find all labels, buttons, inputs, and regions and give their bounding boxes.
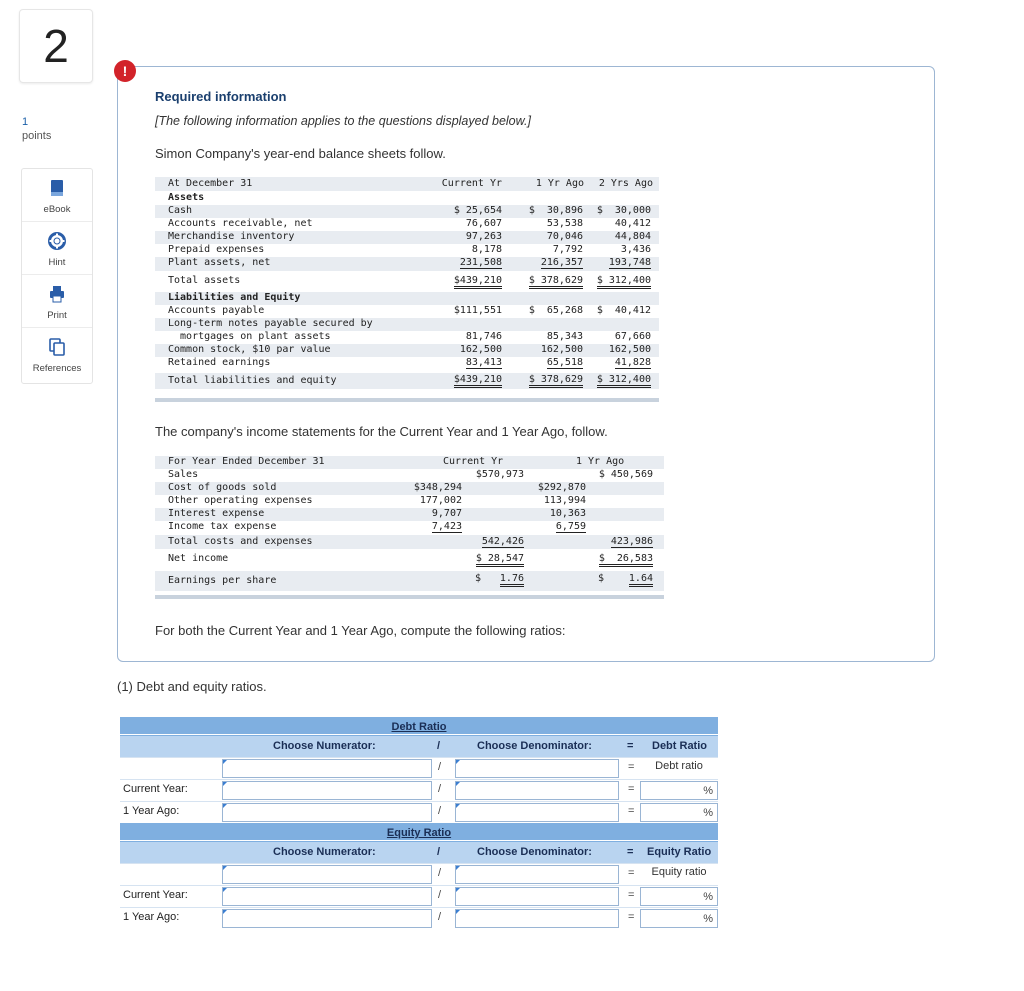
cell: $ 378,629 [529,374,583,388]
debt-prior-result-input[interactable] [640,803,718,822]
equity-ratio-row-current [120,885,718,906]
income-statement-intro: The company's income statements for the Current Year and 1 Year Ago, follow. [155,424,608,439]
debt-ratio-title [120,717,718,734]
equity-denominator-select[interactable] [455,865,619,884]
balance-sheet [155,177,659,401]
cell: $439,210 [454,374,502,388]
table-row [155,305,659,318]
row-label: mortgages on plant assets [168,331,331,342]
divider [155,398,659,402]
cell: $111,551 [453,305,502,316]
numerator-header: Choose Numerator: [273,740,376,752]
denominator-header: Choose Denominator: [477,846,592,858]
header-current: Current Yr [443,456,504,467]
printer-icon [48,285,66,303]
equals: = [628,783,635,795]
equity-ratio-row [120,863,718,884]
table-row [155,373,659,389]
cell: 76,607 [465,218,502,229]
ebook-label: eBook [43,204,71,215]
row-label: Retained earnings [168,357,271,368]
cell: 85,343 [546,331,583,342]
table-row [155,275,659,289]
row-label: Cost of goods sold [168,482,277,493]
cell: $ [475,573,482,584]
cell: 177,002 [419,495,462,506]
cell: 162,500 [540,344,583,355]
table-row [155,318,659,331]
row-label: Sales [168,469,199,480]
row-label: Plant assets, net [168,257,271,268]
cell: 1.76 [500,573,524,587]
cell: 6,759 [555,521,586,532]
points-label: points [22,130,52,142]
result-header: Debt Ratio [652,740,707,752]
cell: $ 312,400 [597,275,651,289]
equity-ratio-table [120,823,718,929]
cell: $ 30,896 [528,205,583,216]
debt-prior-denominator-input[interactable] [455,803,619,822]
table-row [155,231,659,244]
table-row [155,331,659,344]
cell: 70,046 [546,231,583,242]
cell: 81,746 [465,331,502,342]
equity-ratio-title-text: Equity Ratio [386,827,452,839]
equity-current-numerator-input[interactable] [222,887,432,906]
cell: 542,426 [481,536,524,547]
slash: / [437,846,441,858]
equity-ratio-row-prior [120,907,718,928]
slash: / [438,889,442,901]
cell: 162,500 [459,344,502,355]
cell: 9,707 [431,508,462,519]
print-label: Print [47,310,67,321]
cell: 67,660 [614,331,651,342]
header-label: At December 31 [168,178,253,189]
cell: $570,973 [475,469,524,480]
table-row [155,292,659,305]
header-current: Current Yr [441,178,502,189]
row-label: Earnings per share [168,575,277,586]
percent-sign: % [703,891,713,903]
cell: $ 312,400 [597,374,651,388]
row-label: Assets [168,192,205,203]
result-header: Equity Ratio [647,846,712,858]
equity-prior-denominator-input[interactable] [455,909,619,928]
cell: 41,828 [614,357,651,368]
cell: 65,518 [546,357,583,368]
row-label: Accounts receivable, net [168,218,313,229]
hint-label: Hint [48,257,66,268]
debt-ratio-row [120,757,718,778]
table-row [155,218,659,231]
divider [155,595,664,599]
cell: $439,210 [454,275,502,289]
slash: / [438,911,442,923]
cell: 44,804 [614,231,651,242]
equity-ratio-title [120,823,718,840]
row-label: Income tax expense [168,521,277,532]
debt-denominator-select[interactable] [455,759,619,778]
references-label: References [32,363,82,374]
debt-numerator-select[interactable] [222,759,432,778]
balance-sheet-header [155,177,659,191]
equals: = [628,867,635,879]
required-info-title: Required information [155,89,287,104]
book-icon [48,179,66,197]
cell: 423,986 [610,536,653,547]
table-row [155,495,664,508]
debt-current-result-input[interactable] [640,781,718,800]
table-row [155,357,659,371]
row-label: Cash [168,205,193,216]
equals: = [628,889,635,901]
row-label: Interest expense [168,508,265,519]
cell: $ 450,569 [598,469,653,480]
cell: 53,538 [546,218,583,229]
question-number: 2 [19,9,93,83]
equals: = [627,846,634,858]
equity-current-result-input[interactable] [640,887,718,906]
cell: 97,263 [465,231,502,242]
row-label: Accounts payable [168,305,265,316]
cell: 7,792 [552,244,583,255]
equals: = [627,740,634,752]
row-label: 1 Year Ago: [123,805,180,817]
row-label: Current Year: [123,889,188,901]
debt-ratio-table [120,717,718,823]
row-label: 1 Year Ago: [123,911,180,923]
equals: = [628,911,635,923]
denominator-header: Choose Denominator: [477,740,592,752]
cell: $ [598,573,605,584]
cell: 8,178 [471,244,502,255]
percent-sign: % [703,913,713,925]
table-row [155,482,664,495]
cell: $ 378,629 [529,275,583,289]
table-row [155,508,664,521]
slash: / [438,761,442,773]
cell: 162,500 [608,344,651,355]
cell: $ 26,583 [599,553,653,567]
cell: $ 65,268 [528,305,583,316]
cell: $ 40,412 [596,305,651,316]
slash: / [438,783,442,795]
cell: $ 25,654 [453,205,502,216]
table-row [155,244,659,257]
row-label: Liabilities and Equity [168,292,301,303]
row-label: Common stock, $10 par value [168,344,331,355]
cell: 3,436 [620,244,651,255]
header-1yr: 1 Yr Ago [576,456,625,467]
slash: / [438,805,442,817]
row-label: Net income [168,553,229,564]
cell: 83,413 [465,357,502,368]
ebook-button[interactable] [22,169,92,222]
cell: 40,412 [614,218,651,229]
hint-button[interactable] [22,222,92,275]
cell: 7,423 [431,521,462,532]
references-button[interactable] [22,328,92,380]
numerator-header: Choose Numerator: [273,846,376,858]
cell: 193,748 [608,257,651,268]
result-label: Debt ratio [655,760,703,772]
print-button[interactable] [22,275,92,328]
cell: $ 28,547 [476,553,524,567]
row-label: Long-term notes payable secured by [168,318,373,329]
header-label: For Year Ended December 31 [168,456,325,467]
row-label: Total costs and expenses [168,536,313,547]
cell: 113,994 [543,495,586,506]
alert-icon: ! [114,60,136,82]
row-label: Total liabilities and equity [168,375,337,386]
points-value: 1 [22,116,29,128]
debt-prior-numerator-input[interactable] [222,803,432,822]
debt-ratio-header-row [120,735,718,757]
table-row [155,469,664,482]
copy-icon [48,338,66,356]
income-statement [155,456,664,596]
header-2yr: 2 Yrs Ago [598,178,653,189]
row-label: Prepaid expenses [168,244,265,255]
slash: / [437,740,441,752]
row-label: Current Year: [123,783,188,795]
percent-sign: % [703,785,713,797]
cell: 1.64 [629,573,653,587]
ratio-question: (1) Debt and equity ratios. [117,679,267,694]
required-info-subtitle: [The following information applies to the questions displayed below.] [155,114,531,128]
equity-current-denominator-input[interactable] [455,887,619,906]
debt-ratio-row-prior [120,801,718,822]
lifebuoy-icon [48,232,66,250]
equity-prior-numerator-input[interactable] [222,909,432,928]
table-row [155,344,659,357]
equals: = [628,805,635,817]
slash: / [438,867,442,879]
cell: $292,870 [537,482,586,493]
debt-ratio-row-current [120,779,718,800]
income-statement-header [155,456,664,469]
table-row [155,205,659,218]
header-1yr: 1 Yr Ago [535,178,584,189]
debt-ratio-title-text: Debt Ratio [391,721,447,733]
row-label: Total assets [168,275,241,286]
table-row [155,192,659,205]
debt-current-denominator-input[interactable] [455,781,619,800]
cell: $ 30,000 [596,205,651,216]
table-row [155,257,659,271]
equity-ratio-header-row [120,841,718,863]
result-label: Equity ratio [651,866,707,878]
cell: $348,294 [413,482,462,493]
table-row [155,553,664,568]
cell: 216,357 [540,257,583,268]
percent-sign: % [703,807,713,819]
equity-prior-result-input[interactable] [640,909,718,928]
table-row [155,571,664,591]
balance-sheet-intro: Simon Company's year-end balance sheets follow. [155,146,446,161]
cell: 231,508 [459,257,502,268]
row-label: Merchandise inventory [168,231,295,242]
equity-numerator-select[interactable] [222,865,432,884]
debt-current-numerator-input[interactable] [222,781,432,800]
row-label: Other operating expenses [168,495,313,506]
ratio-intro: For both the Current Year and 1 Year Ago, compute the following ratios: [155,623,566,638]
table-row [155,535,664,549]
cell: 10,363 [549,508,586,519]
table-row [155,521,664,535]
tools-panel [21,168,93,384]
equals: = [628,761,635,773]
